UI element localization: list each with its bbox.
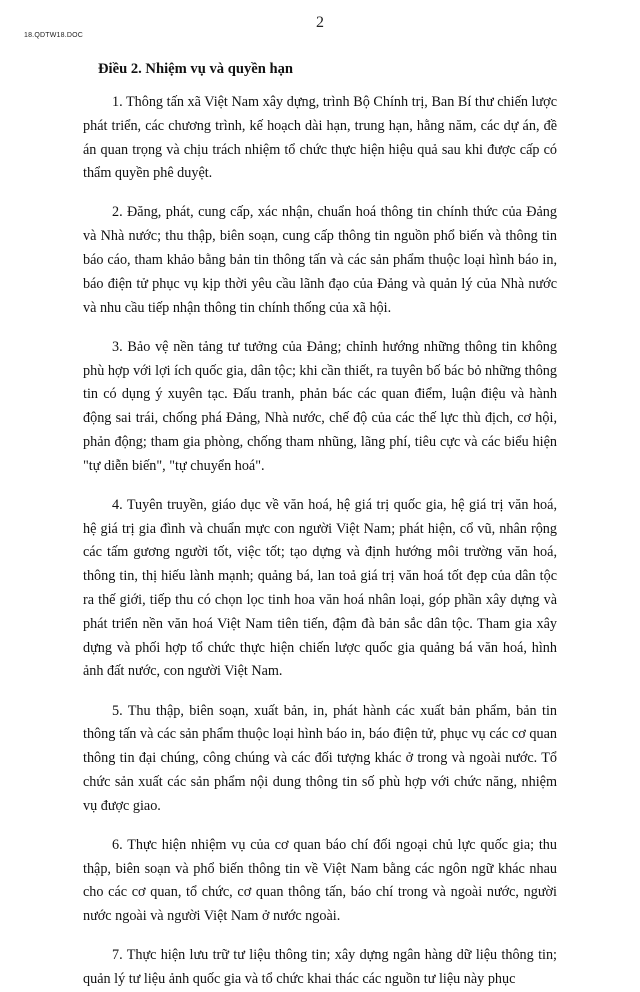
paragraph-1: 1. Thông tấn xã Việt Nam xây dựng, trình Bộ Chính trị, Ban Bí thư chiến lược phát triển, các chương trình, kế hoạch dài hạn, trung hạn, hằng năm, các dự án, đề án quan trọng và chịu trách nhiệm tổ chức thực hiện hiệu quả sau khi được cấp có thẩm quyền phê duyệt. [83,94,557,182]
paragraph-4: 4. Tuyên truyền, giáo dục về văn hoá, hệ giá trị quốc gia, hệ giá trị văn hoá, hệ giá trị gia đình và chuẩn mực con người Việt Nam; phát hiện, cổ vũ, nhân rộng các tấm gương người tốt, việc tốt; tạo dựng và định hướng môi trường văn hoá, thông tin, thị hiếu lành mạnh; quảng bá, lan toả giá trị văn hoá tốt đẹp của dân tộc ra thế giới, tiếp thu có chọn lọc tinh hoa văn hoá nhân loại, góp phần xây dựng và phát triển nền văn hoá Việt Nam tiên tiến, đậm đà bản sắc dân tộc. Tham gia xây dựng và phối hợp tổ chức thực hiện chiến lược quốc gia quảng bá văn hoá, hình ảnh đất nước, con người Việt Nam. [83,496,557,680]
paragraph-3: 3. Bảo vệ nền tảng tư tưởng của Đảng; chỉnh hướng những thông tin không phù hợp với lợi ích quốc gia, dân tộc; khi cần thiết, ra tuyên bố bác bỏ những thông tin có dụng ý xuyên tạc. Đấu tranh, phản bác các quan điểm, luận điệu và hành động sai trái, chống phá Đảng, Nhà nước, chế độ của các thế lực thù địch, cơ hội, phản động; tham gia phòng, chống tham nhũng, lãng phí, tiêu cực và các biểu hiện "tự diễn biến", "tự chuyển hoá". [83,338,557,474]
page-number: 2 [316,14,324,31]
file-label: 18.QDTW18.DOC [24,32,83,39]
paragraph-2: 2. Đăng, phát, cung cấp, xác nhận, chuẩn hoá thông tin chính thức của Đảng và Nhà nước; thu thập, biên soạn, cung cấp thông tin nguồn phổ biến và thông tin báo cáo, tham khảo bằng bản tin thông tấn và các sản phẩm thuộc loại hình báo in, báo điện tử phục vụ kịp thời yêu cầu lãnh đạo của Đảng và quản lý của Nhà nước và nhu cầu tiếp nhận thông tin chính thống của xã hội. [83,204,557,316]
document-body [83,57,557,992]
paragraph-7: 7. Thực hiện lưu trữ tư liệu thông tin; xây dựng ngân hàng dữ liệu thông tin; quản lý tư liệu ảnh quốc gia và tổ chức khai thác các nguồn tư liệu này phục [83,947,557,988]
article-title: Điều 2. Nhiệm vụ và quyền hạn [98,61,294,77]
paragraph-5: 5. Thu thập, biên soạn, xuất bản, in, phát hành các xuất bản phẩm, bản tin thông tấn và các sản phẩm thuộc loại hình báo in, báo điện tử, phục vụ các cơ quan thông tin đại chúng, công chúng và các đối tượng khác ở trong và ngoài nước. Tổ chức sản xuất các sản phẩm nội dung thông tin số phù hợp với chức năng, nhiệm vụ được giao. [83,702,557,814]
paragraph-6: 6. Thực hiện nhiệm vụ của cơ quan báo chí đối ngoại chủ lực quốc gia; thu thập, biên soạn và phổ biến thông tin về Việt Nam bằng các ngôn ngữ khác nhau cho các cơ quan, tổ chức, cơ quan thông tấn, báo chí trong và ngoài nước, người nước ngoài và người Việt Nam ở nước ngoài. [83,836,557,925]
